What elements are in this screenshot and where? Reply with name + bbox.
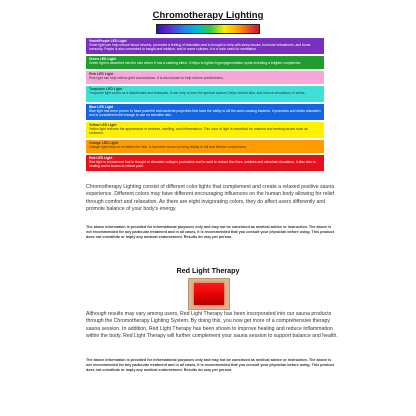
band-name: Yellow LED Light xyxy=(89,123,117,127)
red-light-panel-image xyxy=(188,278,230,310)
band-description: Pink light can help relieve grief and sadness. It is also known to help restore youthfulness. xyxy=(89,76,224,80)
chromotherapy-paragraph: Chromotherapy Lighting consist of different color lights that complement and create a relaxed positive sauna experience. Different colors may have different encouraging influences on the human body allowing for relief through comfort and relaxation. As there are eight invigorating colors, they do affect users differently and promote balance of your body's energy. xyxy=(86,184,335,212)
color-band xyxy=(86,140,324,153)
color-band xyxy=(86,38,324,54)
band-description: Orange light helps to revitalize the skin. It has been shown to bring vitality to full and lifeless complexions. xyxy=(89,145,247,149)
band-description: Green light is absorbed into the skin where it has a calming effect. It helps to lighten hyperpigmentation spots revealing a brighter complexion. xyxy=(89,61,302,65)
color-band xyxy=(86,71,324,84)
band-name: Violet/Purple LED Light xyxy=(89,39,127,43)
color-band xyxy=(86,56,324,69)
color-bands-list xyxy=(86,38,324,173)
disclaimer-top: The above information is provided for informational purposes only and may not be construed as medical advice or instruction. The above is not recommended for any particular treatment and in all cases, it is recommended that you consult your physician before using. This product does not constitute or imply any medical endorsement. Results do vary per person. xyxy=(86,225,334,240)
red-light-panel-glow xyxy=(194,283,224,305)
color-band xyxy=(86,122,324,138)
color-band xyxy=(86,86,324,102)
band-name: Pink LED Light xyxy=(89,72,114,76)
band-name: Red LED Light xyxy=(89,156,113,160)
color-band xyxy=(86,104,324,120)
page-title: Chromotherapy Lighting xyxy=(152,10,264,21)
band-description: Red light is a treatment that is thought to stimulate collagen production and is used to reduce fine lines, wrinkles and stimulate circulation. It also aids in healing and is known to relieve pain. xyxy=(89,160,316,168)
red-light-therapy-paragraph: Although results may vary among users, Red Light Therapy has been incorporated into our sauna products through the Chromotherapy Lighting System. By doing this, you now get more of a comprehensive therapy sauna session. In addition, Red Light Therapy has been shown to improve healing and reduce inflammation within the body. Red Light Therapy will further complement your sauna session to support balance and health. xyxy=(86,311,338,339)
red-light-therapy-title: Red Light Therapy xyxy=(176,266,240,275)
disclaimer-bottom: The above information is provided for informational purposes only and may not be construed as medical advice or instruction. The above is not recommended for any particular treatment and in all cases, it is recommended that you consult your physician before using. This product does not constitute or imply any medical endorsement. Results do vary per person. xyxy=(86,358,334,373)
band-name: Orange LED Light xyxy=(89,141,118,145)
band-name: Green LED Light xyxy=(89,57,116,61)
band-name: Blue LED Light xyxy=(89,105,114,109)
band-description: Turquoise light works as a disinfectant and antiseptic. It can help to tone the general system, helps rebuild skin, and reduce sensations of stress. xyxy=(89,91,306,95)
band-description: Yellow light reduces the appearance of redness, swelling, and inflammation. This color of light is beneficial for rosacea and treating issues such as sunburns. xyxy=(89,127,308,135)
band-description: Violet light can help reduce blood vessels, promotes a feeling of relaxation and is thought to help with sleep issues, hormone imbalances, and boost immunity. Purple is also connected to insight and intuition, and in some cultures, it is a color used for meditation. xyxy=(89,43,311,51)
band-description: Blue light has been proven to have powerful anti-bacterial properties that have the ability to kill the acne-causing bacteria. It promotes and elicits relaxation and is considered mild enough to use on sensitive skin. xyxy=(89,109,321,117)
band-name: Turquoise LED Light xyxy=(89,87,123,91)
rainbow-spectrum-bar xyxy=(156,24,260,34)
color-band xyxy=(86,155,324,171)
